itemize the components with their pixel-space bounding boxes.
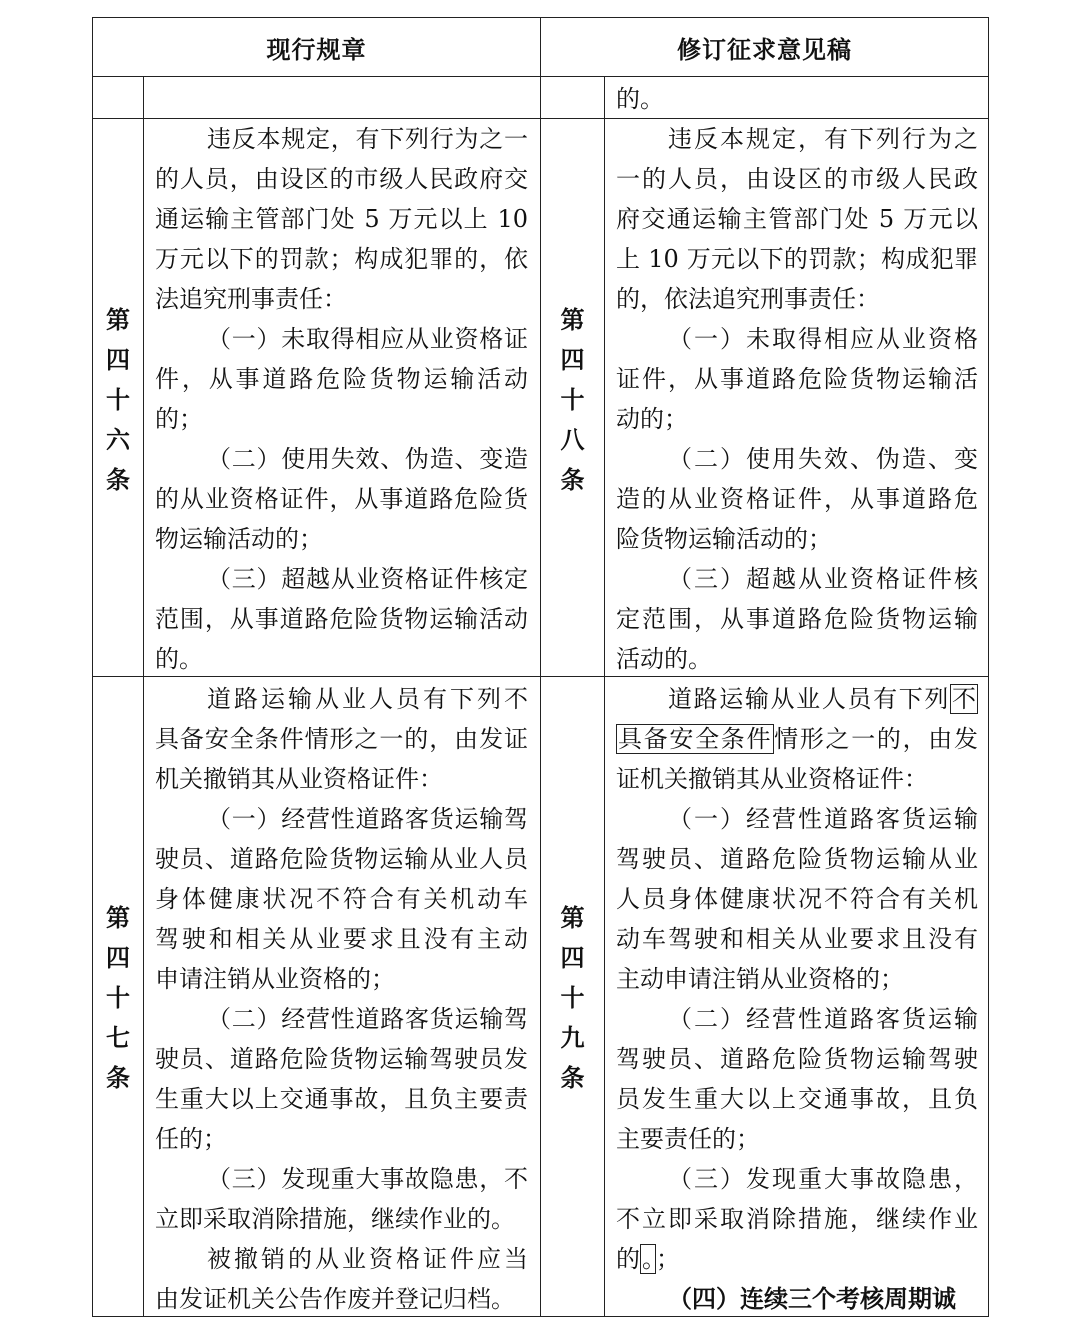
label-char: 条 — [560, 466, 585, 494]
text-line: （一）未取得相应从业资格 — [668, 325, 978, 353]
label-char: 十 — [560, 386, 585, 414]
text-line: 活动的。 — [616, 645, 712, 673]
text-line: 险货物运输活动的； — [616, 525, 832, 553]
text-line: 证件，从事道路危险货物运输活 — [616, 365, 978, 393]
label-char: 第 — [560, 306, 585, 334]
revision-box-mark: 具备安全条件 — [618, 725, 773, 753]
text-line: （三）超越从业资格证件核定 — [207, 565, 528, 593]
text-line: 动车驾驶和相关从业要求且没有 — [616, 925, 978, 953]
text-line: 驾驶员、道路危险货物运输从业 — [616, 845, 978, 873]
table-left-border — [92, 17, 93, 1317]
text-line: （三）超越从业资格证件核 — [668, 565, 978, 593]
text-line: 府交通运输主管部门处 5 万元以 — [616, 205, 978, 233]
label-char: 四 — [560, 944, 585, 972]
label-char: 九 — [560, 1024, 585, 1052]
label-char: 第 — [106, 306, 130, 334]
text-line — [616, 719, 978, 759]
article-48-label — [541, 300, 604, 500]
text-line: 证机关撤销其从业资格证件： — [616, 765, 928, 793]
article-49-text — [616, 679, 978, 1319]
text-line: （一）经营性道路客货运输驾 — [207, 805, 528, 833]
text-segment: 道路运输从业人员有下列 — [668, 685, 950, 713]
article-46-text — [155, 119, 528, 679]
text-line: 法追究刑事责任： — [155, 285, 347, 313]
right-label-divider — [604, 76, 605, 1317]
text-line: 动的； — [616, 405, 688, 433]
text-line: 的； — [155, 405, 203, 433]
text-line: 的人员，由设区的市级人民政府交 — [155, 165, 528, 193]
text-line: 驶员、道路危险货物运输驾驶员发 — [155, 1045, 528, 1073]
text-line: 造的从业资格证件，从事道路危 — [616, 485, 978, 513]
label-char: 十 — [106, 386, 130, 414]
text-line: （二）使用失效、伪造、变造 — [207, 445, 528, 473]
text-line: 违反本规定，有下列行为之一 — [207, 125, 528, 153]
label-char: 四 — [106, 944, 130, 972]
article-47-label — [93, 898, 143, 1098]
revision-box-mark: 。 — [642, 1245, 654, 1273]
text-line: 的。 — [155, 645, 203, 673]
label-char: 七 — [106, 1024, 130, 1052]
text-line: 的。 — [616, 85, 664, 113]
text-line — [616, 679, 978, 719]
text-line: （三）发现重大事故隐患，不 — [207, 1165, 528, 1193]
text-line: 通运输主管部门处 5 万元以上 10 — [155, 205, 528, 233]
text-line: 被撤销的从业资格证件应当 — [207, 1245, 528, 1273]
label-char: 条 — [106, 1064, 130, 1092]
text-line: 身体健康状况不符合有关机动车 — [155, 885, 528, 913]
text-line: 不立即采取消除措施，继续作业 — [616, 1205, 978, 1233]
text-line: （三）发现重大事故隐患， — [668, 1165, 978, 1193]
text-line: 驶员、道路危险货物运输从业人员 — [155, 845, 528, 873]
text-line: 任的； — [155, 1125, 227, 1153]
text-line: 驾驶员、道路危险货物运输驾驶 — [616, 1045, 978, 1073]
text-line: 的从业资格证件，从事道路危险货 — [155, 485, 528, 513]
text-line: 上 10 万元以下的罚款；构成犯罪 — [616, 245, 978, 273]
text-line: 具备安全条件情形之一的，由发证 — [155, 725, 528, 753]
text-line: 违反本规定，有下列行为之 — [668, 125, 978, 153]
text-line: 主动申请注销从业资格的； — [616, 965, 904, 993]
text-line: 定范围，从事道路危险货物运输 — [616, 605, 978, 633]
left-label-divider — [143, 76, 144, 1317]
text-line — [616, 1239, 978, 1279]
label-char: 十 — [106, 984, 130, 1012]
text-segment: 的 — [616, 1245, 640, 1273]
text-line: （一）经营性道路客货运输 — [668, 805, 978, 833]
label-char: 四 — [560, 346, 585, 374]
label-char: 条 — [106, 466, 130, 494]
label-char: 第 — [560, 904, 585, 932]
text-segment: 情形之一的，由发 — [774, 725, 979, 753]
text-segment: ； — [656, 1245, 680, 1273]
label-char: 条 — [560, 1064, 585, 1092]
label-char: 六 — [106, 426, 130, 454]
text-line: 万元以下的罚款；构成犯罪的，依 — [155, 245, 528, 273]
table-right-border — [988, 17, 989, 1317]
row0-right-text — [616, 79, 978, 119]
text-line: （二）经营性道路客货运输 — [668, 1005, 978, 1033]
text-line: （二）经营性道路客货运输驾 — [207, 1005, 528, 1033]
text-line-bold: （四）连续三个考核周期诚 — [668, 1285, 956, 1313]
text-line: （一）未取得相应从业资格证 — [207, 325, 528, 353]
article-48-text — [616, 119, 978, 679]
text-line: 一的人员，由设区的市级人民政 — [616, 165, 978, 193]
text-line: 道路运输从业人员有下列不 — [207, 685, 528, 713]
text-line: 机关撤销其从业资格证件： — [155, 765, 443, 793]
label-char: 第 — [106, 904, 130, 932]
text-line: 驾驶和相关从业要求且没有主动 — [155, 925, 528, 953]
text-line: 立即采取消除措施，继续作业的。 — [155, 1205, 515, 1233]
text-line: 员发生重大以上交通事故，且负 — [616, 1085, 978, 1113]
center-divider — [540, 17, 541, 1317]
text-line: 物运输活动的； — [155, 525, 323, 553]
label-char: 八 — [560, 426, 585, 454]
revision-box-mark: 不 — [952, 685, 976, 713]
text-line: 人员身体健康状况不符合有关机 — [616, 885, 978, 913]
text-line: 由发证机关公告作废并登记归档。 — [155, 1285, 515, 1313]
header-revision-draft: 修订征求意见稿 — [677, 35, 852, 64]
article-49-label — [541, 898, 604, 1098]
text-line: 主要责任的； — [616, 1125, 760, 1153]
label-char: 十 — [560, 984, 585, 1012]
label-char: 四 — [106, 346, 130, 374]
text-line: 的，依法追究刑事责任： — [616, 285, 880, 313]
text-line: 生重大以上交通事故，且负主要责 — [155, 1085, 528, 1113]
text-line: 范围，从事道路危险货物运输活动 — [155, 605, 528, 633]
text-line: 件，从事道路危险货物运输活动 — [155, 365, 528, 393]
text-line: （二）使用失效、伪造、变 — [668, 445, 978, 473]
header-current-rules: 现行规章 — [266, 35, 367, 64]
text-line: 申请注销从业资格的； — [155, 965, 395, 993]
article-47-text — [155, 679, 528, 1319]
article-46-label — [93, 300, 143, 500]
